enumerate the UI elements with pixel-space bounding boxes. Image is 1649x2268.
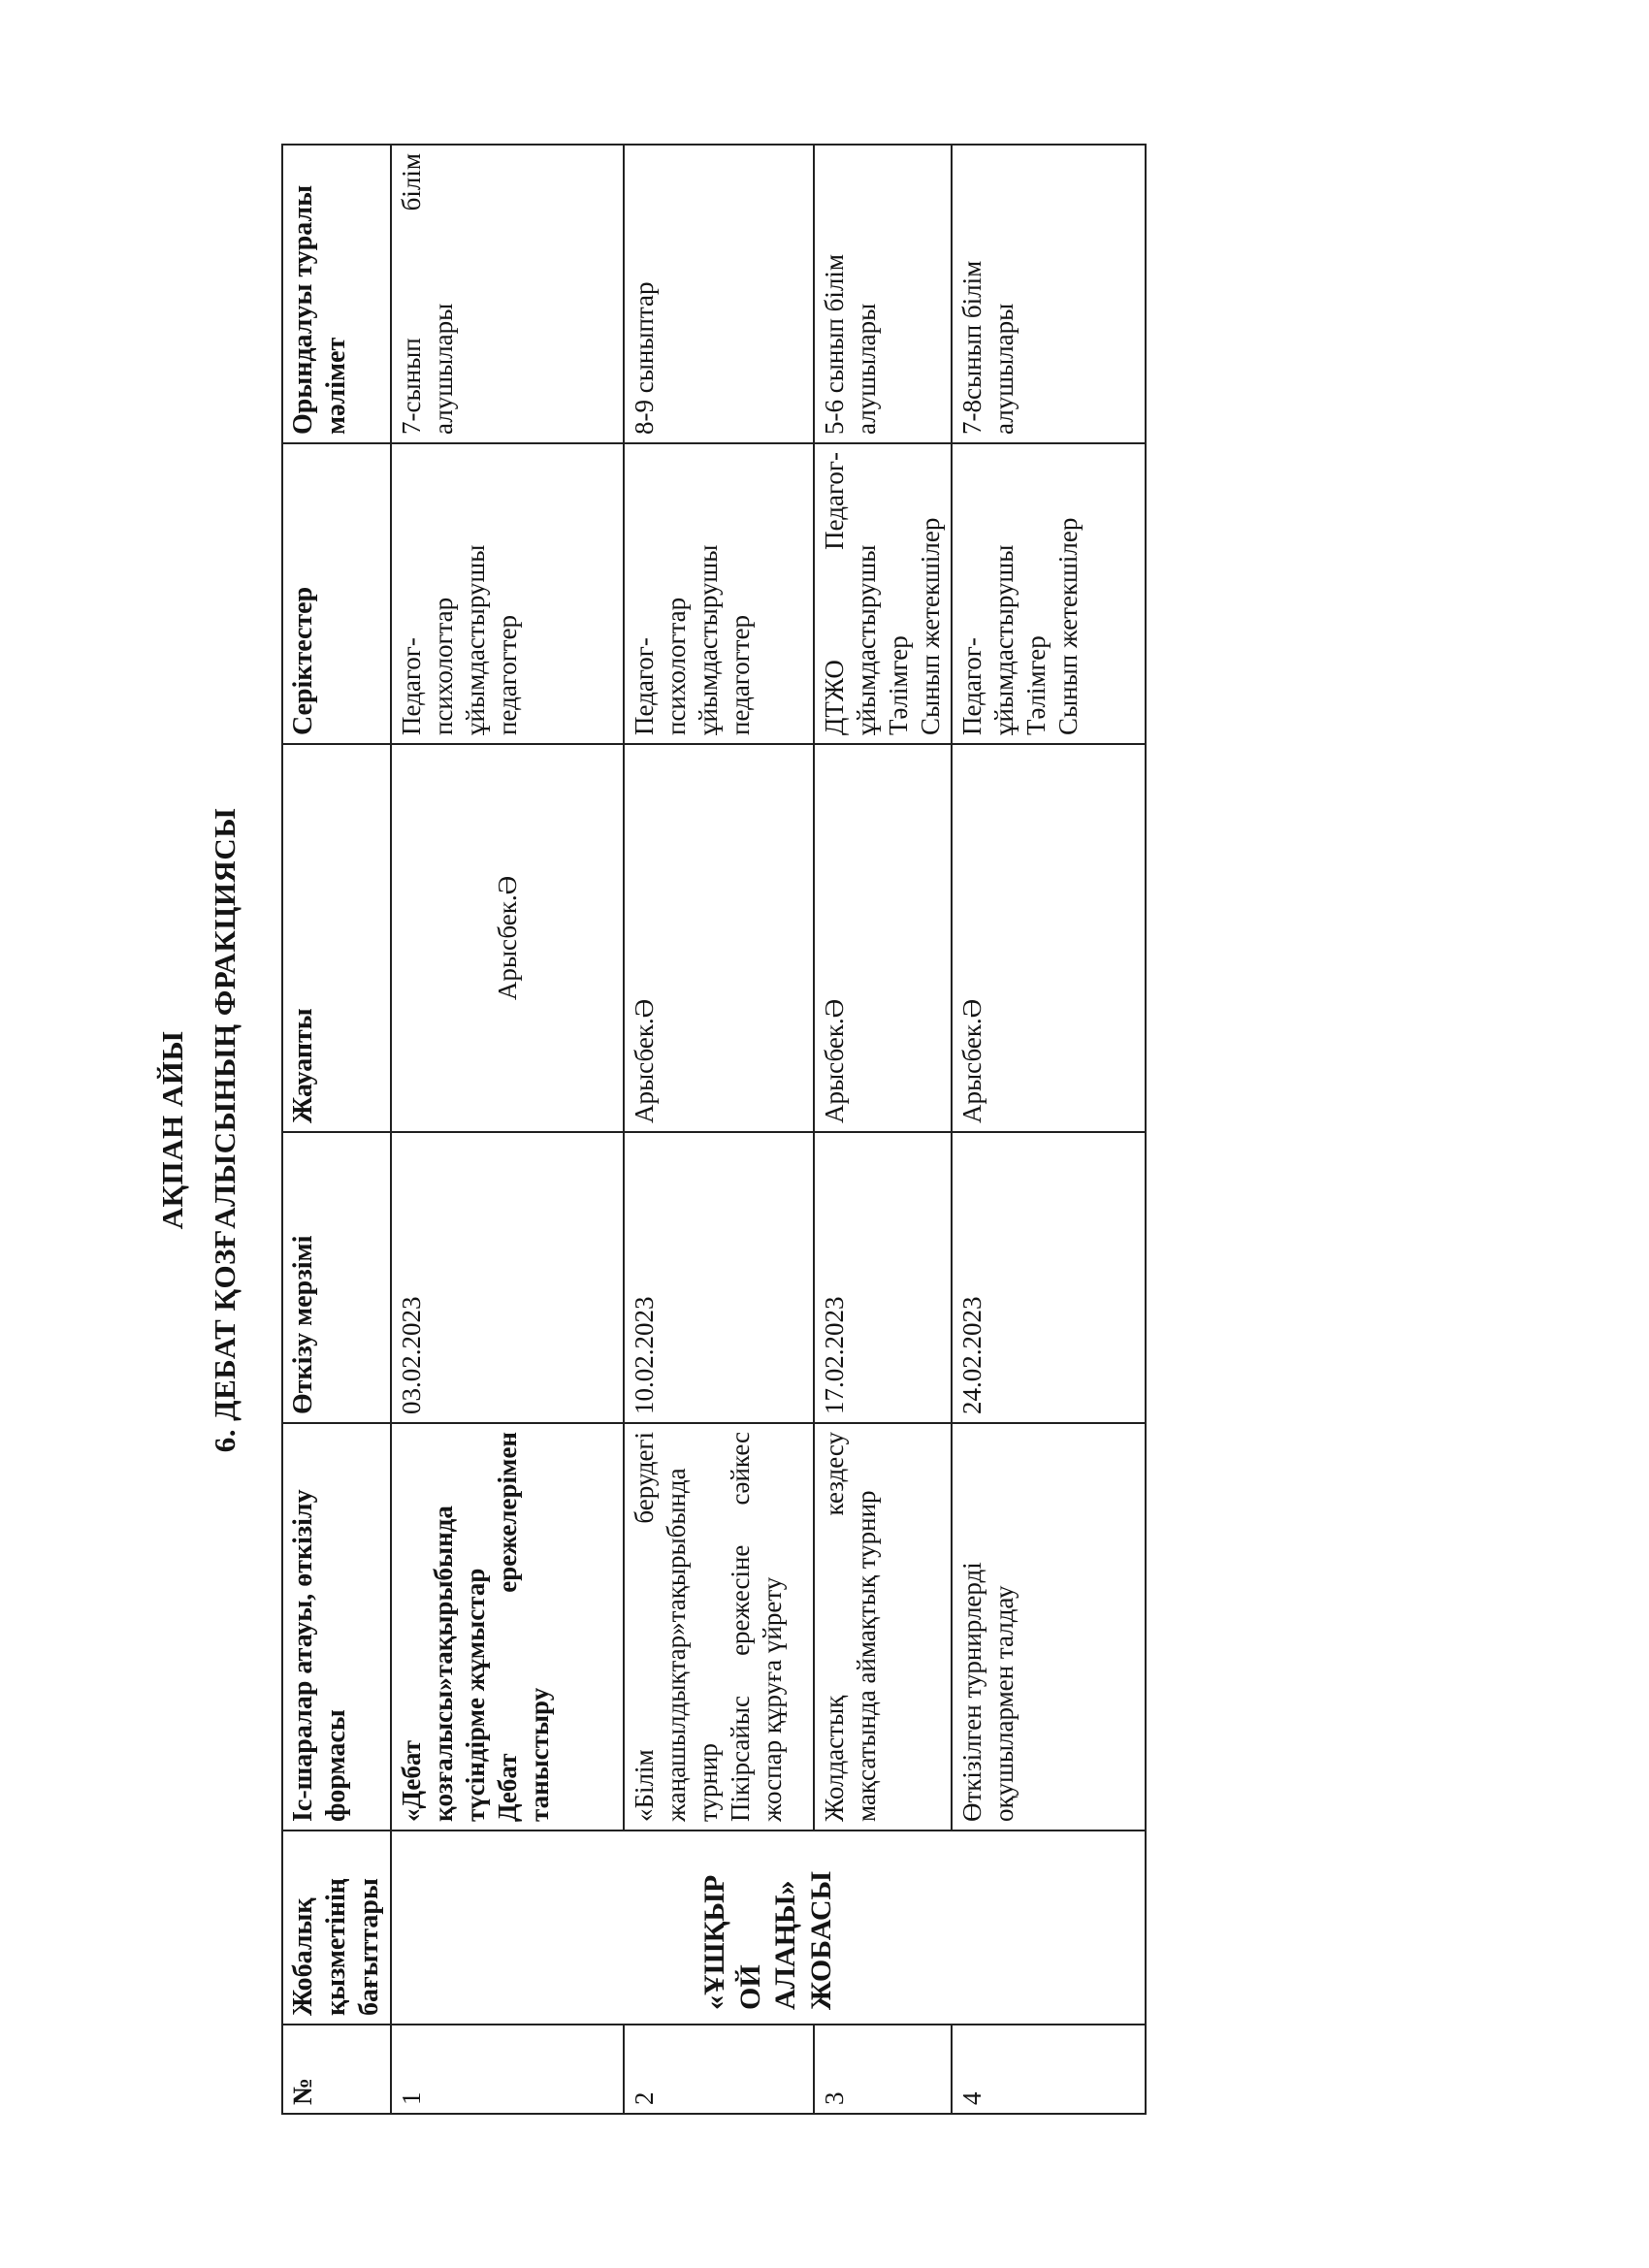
cell-number: 2 (624, 2025, 814, 2114)
table-row (952, 145, 1146, 2114)
result-line: алушылары (989, 303, 1019, 435)
partners-line: Педагог- (397, 637, 427, 735)
partners-line: психологтар (429, 597, 459, 735)
result-line: алушылары (429, 303, 459, 435)
month-title: АҚПАН АЙЫ (155, 1030, 189, 1230)
cell-number: 4 (952, 2025, 1146, 2114)
event-line: турнир (694, 1743, 724, 1822)
col-header-number: № (282, 2025, 391, 2114)
result-line: 5-6 сынып білім (820, 254, 850, 435)
cell-result (814, 145, 952, 443)
event-line: қозғалысы»тақырыбында (429, 1506, 459, 1822)
result-line: 8-9 сыныптар (630, 281, 660, 435)
cell-result (624, 145, 814, 443)
cell-partners (624, 443, 814, 744)
partners-line: Тәлімгер (1021, 635, 1051, 735)
event-line: «Білім берудегі (630, 1432, 660, 1822)
result-line: 7-сынып білім (397, 153, 427, 435)
event-line: Дебат ережелерімен (493, 1432, 523, 1822)
partners-line: Сынып жетекшілер (916, 517, 946, 735)
event-line: Өткізілген турнирлерді (957, 1562, 987, 1822)
cell-date: 24.02.2023 (952, 1132, 1146, 1423)
document-page (155, 146, 1125, 2115)
partners-line: педагогтер (726, 614, 756, 735)
col-header-date: Өткізу мерзімі (282, 1132, 391, 1423)
cell-partners (814, 443, 952, 744)
table-row (391, 145, 624, 2114)
event-line: түсіндірме жұмыстар (461, 1568, 491, 1822)
event-line: оқушылармен талдау (989, 1585, 1019, 1822)
event-line: мақсатында аймақтық турнир (852, 1490, 882, 1822)
result-line: алушылары (852, 303, 882, 435)
partners-line: ұйымдастырушы (694, 544, 724, 735)
cell-event (952, 1423, 1146, 1831)
table-header-row (282, 145, 391, 2114)
partners-line: психологтар (662, 597, 692, 735)
partners-line: ұйымдастырушы (852, 544, 882, 735)
event-line: Пікірсайыс ережесіне сәйкес (726, 1432, 756, 1822)
cell-responsible: Арысбек.Ә (952, 744, 1146, 1132)
event-line: жоспар құруға үйрету (758, 1576, 788, 1822)
table-row (814, 145, 952, 2114)
cell-partners (391, 443, 624, 744)
partners-line: ДТЖО Педагог- (820, 452, 850, 735)
cell-project-direction: «ҰШҚЫР ОЙ АЛАҢЫ» ЖОБАСЫ (391, 1831, 1146, 2025)
cell-result (391, 145, 624, 443)
partners-line: Педагог- (630, 637, 660, 735)
event-line: таныстыру (525, 1687, 555, 1822)
cell-date: 03.02.2023 (391, 1132, 624, 1423)
cell-date: 17.02.2023 (814, 1132, 952, 1423)
partners-line: ұйымдастырушы (461, 544, 491, 735)
partners-line: Сынып жетекшілер (1053, 517, 1083, 735)
col-header-event: Іс-шаралар атауы, өткізілу формасы (282, 1423, 391, 1831)
event-line: Жолдастық кездесу (820, 1432, 850, 1822)
cell-responsible: Арысбек.Ә (624, 744, 814, 1132)
col-header-result: Орындалуы туралы мәлімет (282, 145, 391, 443)
event-line: жаңашылдықтар»тақырыбында (662, 1468, 692, 1822)
events-table (281, 144, 1147, 2115)
cell-date: 10.02.2023 (624, 1132, 814, 1423)
cell-event (391, 1423, 624, 1831)
cell-number: 3 (814, 2025, 952, 2114)
col-header-direction: Жобалық қызметінің бағыттары (282, 1831, 391, 2025)
cell-result (952, 145, 1146, 443)
partners-line: Педагог- (957, 637, 987, 735)
table-row (624, 145, 814, 2114)
cell-event (814, 1423, 952, 1831)
cell-responsible: Арысбек.Ә (391, 744, 624, 1132)
cell-number: 1 (391, 2025, 624, 2114)
partners-line: ұйымдастырушы (989, 544, 1019, 735)
col-header-responsible: Жауапты (282, 744, 391, 1132)
col-header-partners: Серіктестер (282, 443, 391, 744)
cell-partners (952, 443, 1146, 744)
partners-line: Тәлімгер (884, 635, 914, 735)
section-title: 6. ДЕБАТ ҚОЗҒАЛЫСЫНЫҢ ФРАКЦИЯСЫ (208, 807, 242, 1453)
cell-responsible: Арысбек.Ә (814, 744, 952, 1132)
cell-event (624, 1423, 814, 1831)
event-line: «Дебат (397, 1740, 427, 1822)
partners-line: педагогтер (493, 614, 523, 735)
result-line: 7-8сынып білім (957, 260, 987, 435)
